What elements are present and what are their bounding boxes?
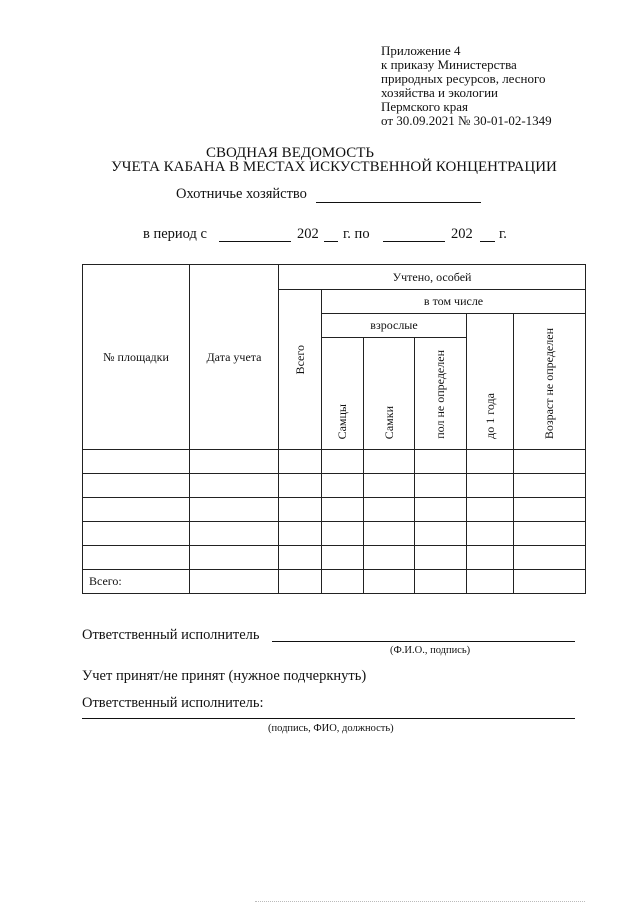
header-adults-label: взрослые [370, 318, 418, 332]
table-cell[interactable] [415, 546, 467, 570]
appendix-line: от 30.09.2021 № 30-01-02-1349 [381, 113, 552, 128]
table-cell[interactable] [322, 522, 364, 546]
table-cell[interactable] [514, 546, 586, 570]
header-age-unknown [514, 314, 586, 450]
header-total [279, 290, 322, 450]
table-cell[interactable] [364, 522, 415, 546]
table-cell[interactable] [322, 546, 364, 570]
table-cell[interactable] [415, 474, 467, 498]
appendix-line: хозяйства и экологии [381, 85, 499, 100]
table-cell[interactable] [83, 522, 190, 546]
header-including-label: в том числе [423, 294, 484, 308]
caption-signature-position: (подпись, ФИО, должность) [268, 723, 394, 734]
table-cell[interactable] [364, 546, 415, 570]
table-cell[interactable] [190, 474, 279, 498]
table-cell[interactable] [190, 498, 279, 522]
document-subtitle: УЧЕТА КАБАНА В МЕСТАХ ИСКУСТВЕННОЙ КОНЦЕНТРАЦИИ [111, 159, 557, 175]
table-cell[interactable] [83, 450, 190, 474]
table-cell[interactable] [279, 522, 322, 546]
year-digit-field-2[interactable] [480, 241, 495, 242]
table-row [83, 522, 586, 546]
table-cell[interactable] [364, 498, 415, 522]
header-males-label: Самцы [335, 403, 349, 439]
table-cell[interactable] [83, 474, 190, 498]
table-row [83, 474, 586, 498]
table-row [83, 546, 586, 570]
table-cell[interactable] [322, 570, 364, 594]
header-under-one-label: до 1 года [482, 393, 497, 439]
document-title: СВОДНАЯ ВЕДОМОСТЬ [205, 145, 375, 161]
table-cell[interactable] [415, 498, 467, 522]
responsible-label-1: Ответственный исполнитель [82, 627, 260, 643]
period-label: в период с [143, 226, 207, 242]
scan-artifact-line [255, 900, 585, 902]
header-under-one [467, 314, 514, 450]
table-cell[interactable] [322, 498, 364, 522]
period-end-field[interactable] [383, 241, 445, 242]
table-cell[interactable] [514, 474, 586, 498]
responsible-field-2[interactable] [82, 718, 575, 719]
table-cell[interactable] [83, 498, 190, 522]
header-adults [322, 314, 467, 338]
table-cell[interactable] [190, 570, 279, 594]
table-cell[interactable] [364, 474, 415, 498]
header-site-label: № площадки [103, 349, 169, 364]
table-cell[interactable] [467, 522, 514, 546]
header-counted [279, 265, 586, 290]
table-cell[interactable] [322, 474, 364, 498]
table-cell[interactable] [467, 450, 514, 474]
table-cell[interactable] [415, 522, 467, 546]
table-cell[interactable] [279, 450, 322, 474]
table-cell[interactable] [467, 546, 514, 570]
caption-fio-signature: (Ф.И.О., подпись) [390, 645, 471, 656]
table-cell[interactable] [322, 450, 364, 474]
table-cell[interactable] [467, 498, 514, 522]
acceptance-label: Учет принят/не принят (нужное подчеркнуть) [82, 668, 367, 684]
appendix-line: природных ресурсов, лесного [381, 71, 546, 86]
header-date-label: Дата учета [206, 349, 262, 364]
table-cell[interactable] [364, 570, 415, 594]
header-males [322, 338, 364, 450]
total-row-label: Всего: [83, 570, 190, 594]
appendix-header [381, 44, 552, 128]
table-cell[interactable] [514, 570, 586, 594]
table-cell[interactable] [467, 474, 514, 498]
table-row [83, 450, 586, 474]
header-date [190, 265, 279, 450]
table-cell[interactable] [190, 450, 279, 474]
table-row [83, 498, 586, 522]
appendix-line: Приложение 4 [381, 43, 461, 58]
table-cell[interactable] [279, 498, 322, 522]
table-cell[interactable] [514, 450, 586, 474]
header-sex-unknown [415, 338, 467, 450]
header-total-label: Всего [292, 345, 307, 375]
header-females [364, 338, 415, 450]
table-cell[interactable] [279, 570, 322, 594]
table-cell[interactable] [467, 570, 514, 594]
responsible-label-2: Ответственный исполнитель: [82, 695, 264, 711]
total-row [83, 570, 586, 594]
header-including [322, 290, 586, 314]
header-sex-unknown-label: пол не определен [433, 350, 447, 439]
census-table [82, 264, 586, 594]
header-age-unknown-label: Возраст не определен [542, 327, 557, 439]
table-cell[interactable] [190, 522, 279, 546]
hunting-farm-label: Охотничье хозяйство [176, 186, 307, 202]
year-digit-field-1[interactable] [324, 241, 338, 242]
header-counted-label: Учтено, особей [392, 269, 472, 284]
table-cell[interactable] [83, 546, 190, 570]
table-cell[interactable] [279, 474, 322, 498]
table-cell[interactable] [415, 450, 467, 474]
year-suffix-2: г. [499, 226, 507, 242]
period-start-field[interactable] [219, 241, 291, 242]
year-prefix-2: 202 [451, 226, 473, 242]
table-cell[interactable] [190, 546, 279, 570]
appendix-line: к приказу Министерства [381, 57, 517, 72]
table-cell[interactable] [279, 546, 322, 570]
year-prefix-1: 202 [297, 226, 319, 242]
appendix-line: Пермского края [381, 99, 468, 114]
header-site [83, 265, 190, 450]
header-females-label: Самки [381, 405, 396, 439]
table-cell[interactable] [415, 570, 467, 594]
table-cell[interactable] [514, 522, 586, 546]
period-to-label: г. по [343, 226, 370, 242]
responsible-field-1[interactable] [272, 641, 575, 642]
hunting-farm-field[interactable] [316, 202, 481, 203]
table-cell[interactable] [364, 450, 415, 474]
table-cell[interactable] [514, 498, 586, 522]
